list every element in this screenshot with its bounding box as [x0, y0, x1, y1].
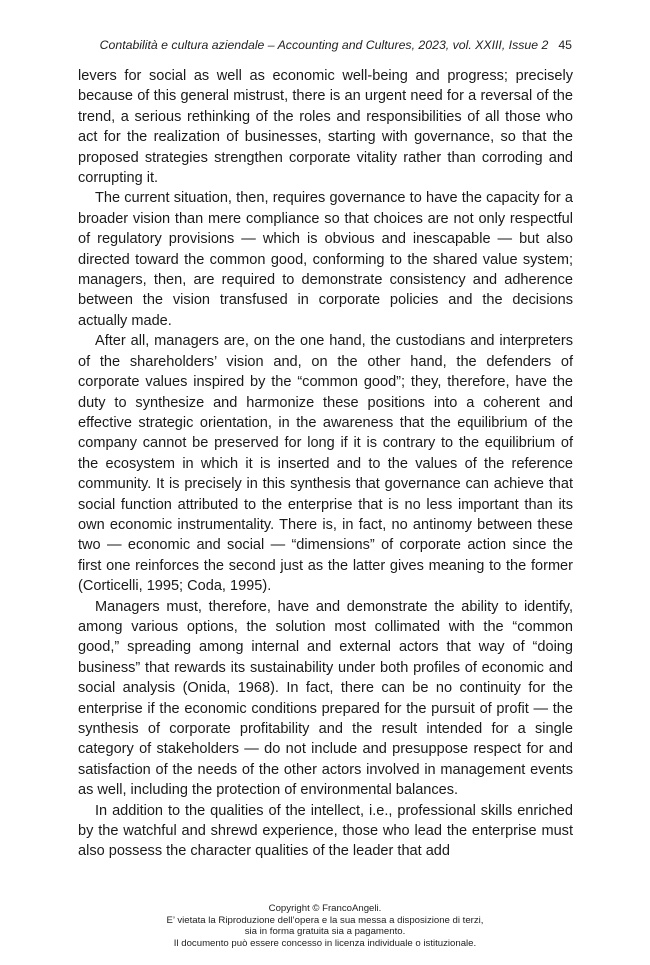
paragraph: The current situation, then, requires governance to have the capacity for a broader vision than mere compliance so that choices are not only respectful of regulatory provisions — which is obvious and inescapable — but also directed toward the common good, conforming to the shared value system; managers, then, are required to demonstrate consistency and adherence between the vision transfused in corporate policies and the decisions actually made. — [78, 190, 573, 329]
body-text — [78, 66, 573, 862]
license-notice-line-2: sia in forma gratuita sia a pagamento. — [244, 926, 406, 938]
paragraph: After all, managers are, on the one hand, the custodians and interpreters of the shareholders’ vision and, on the other hand, the defenders of corporate values inspired by the “common good”; they, therefore, have the duty to synthesize and harmonize these positions into a coherent and effective strategic orientation, in the awareness that the equilibrium of the company cannot be preserved for long if it is contrary to the equilibrium of the ecosystem in which it is inserted and to the values of the reference community. It is precisely in this synthesis that governance can achieve that social function attributed to the enterprise that is no less important than its own economic instrumentality. There is, in fact, no antinomy between these two — economic and social — “dimensions” of corporate action since the first one reinforces the second just as the latter gives meaning to the former (Corticelli, 1995; Coda, 1995). — [78, 333, 573, 595]
paragraph: In addition to the qualities of the intellect, i.e., professional skills enriched by the watchful and shrewd experience, those who lead the enterprise must also possess the character qualities of the leader that add — [78, 802, 573, 860]
paragraph: Managers must, therefore, have and demonstrate the ability to identify, among various options, the solution most collimated with the “common good,” spreading among internal and external actors that way of “doing business” that rewards its sustainability under both profiles of economic and social analysis (Onida, 1968). In fact, there can be no continuity for the enterprise if the economic conditions prepared for the pursuit of profit — the synthesis of corporate profitability and the result intended for a single category of stakeholders — do not include and presuppose respect for and satisfaction of the needs of the other actors involved in management events as well, including the protection of environmental balances. — [78, 598, 573, 799]
paragraph: levers for social as well as economic well-being and progress; precisely because of this general mistrust, there is an urgent need for a reversal of the trend, a serious rethinking of the roles and responsibilities of all those who act for the realization of businesses, starting with governance, so that the proposed strategies strengthen corporate vitality rather than corroding and corrupting it. — [78, 68, 573, 187]
page-number: 45 — [558, 38, 572, 52]
copyright-footer — [0, 903, 650, 949]
running-header — [0, 37, 650, 53]
journal-title: Contabilità e cultura aziendale – Accounting and Cultures — [99, 38, 412, 52]
running-header-line — [78, 37, 572, 53]
license-notice-line-1: E’ vietata la Riproduzione dell’opera e la sua messa a disposizione di terzi, — [166, 914, 484, 926]
license-notice-line-3: Il documento può essere concesso in licenza individuale o istituzionale. — [173, 937, 477, 949]
copyright-line: Copyright © FrancoAngeli. — [268, 903, 382, 914]
publication-info: , 2023, vol. XXIII, Issue 2 — [411, 38, 549, 52]
